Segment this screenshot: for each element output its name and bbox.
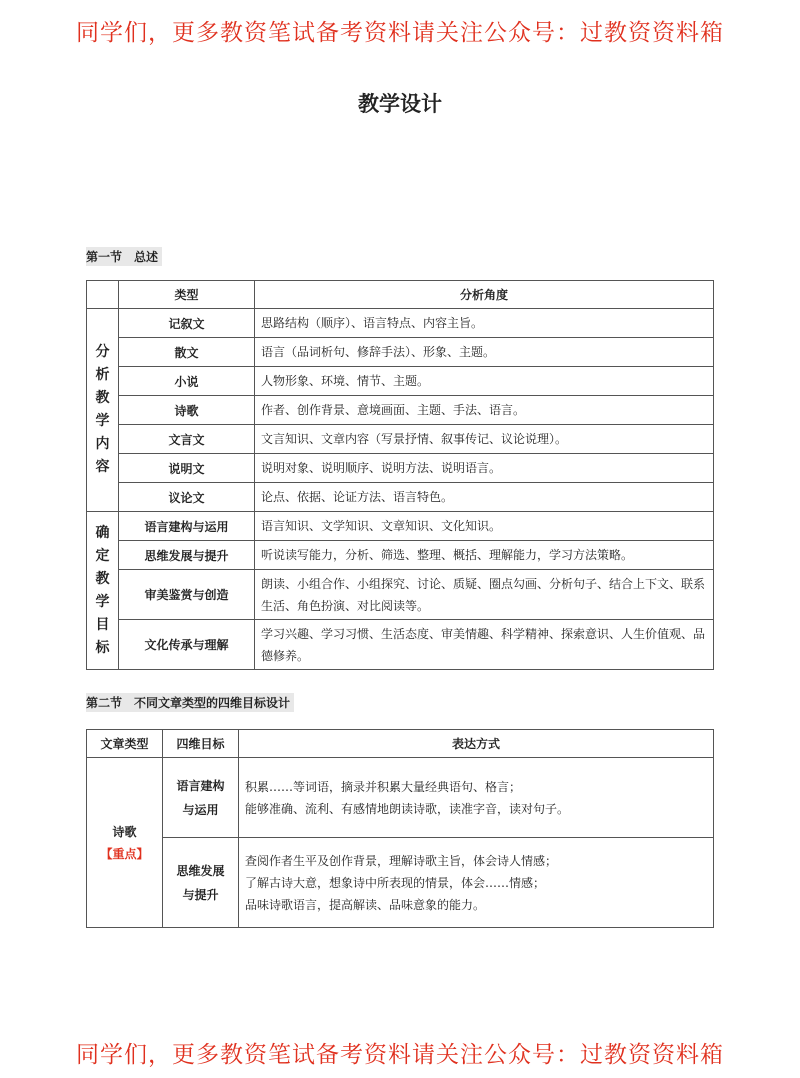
key-point-tag: 【重点】 [100, 846, 149, 861]
expr-cell: 查阅作者生平及创作背景，理解诗歌主旨，体会诗人情感； 了解古诗大意，想象诗中所表现的情景，体会……情感； 品味诗歌语言，提高解读、品味意象的能力。 [239, 838, 714, 928]
desc-cell: 文言知识、文章内容（写景抒情、叙事传记、议论说理）。 [255, 425, 714, 454]
genre-cell [87, 758, 163, 928]
desc-cell: 学习兴趣、学习习惯、生活态度、审美情趣、科学精神、探索意识、人生价值观、品德修养。 [255, 620, 714, 670]
type-cell: 诗歌 [119, 396, 255, 425]
type-cell: 说明文 [119, 454, 255, 483]
desc-cell: 思路结构（顺序）、语言特点、内容主旨。 [255, 309, 714, 338]
section2-heading: 第二节 不同文章类型的四维目标设计 [86, 693, 294, 712]
type-header: 类型 [119, 281, 255, 309]
dim-cell: 语言建构 与运用 [163, 758, 239, 838]
dim-cell: 思维发展 与提升 [163, 838, 239, 928]
angle-header: 分析角度 [255, 281, 714, 309]
desc-cell: 语言（品词析句、修辞手法）、形象、主题。 [255, 338, 714, 367]
desc-cell: 论点、依据、论证方法、语言特色。 [255, 483, 714, 512]
type-cell: 散文 [119, 338, 255, 367]
type-cell: 文化传承与理解 [119, 620, 255, 670]
expr-header: 表达方式 [239, 730, 714, 758]
section1-heading: 第一节 总述 [86, 247, 162, 266]
group-label-analysis: 分 析 教 学 内 容 [87, 309, 119, 512]
type-cell: 记叙文 [119, 309, 255, 338]
dim-header: 四维目标 [163, 730, 239, 758]
type-cell: 审美鉴赏与创造 [119, 570, 255, 620]
corner-cell [87, 281, 119, 309]
desc-cell: 语言知识、文学知识、文章知识、文化知识。 [255, 512, 714, 541]
desc-cell: 作者、创作背景、意境画面、主题、手法、语言。 [255, 396, 714, 425]
type-cell: 小说 [119, 367, 255, 396]
desc-cell: 听说读写能力，分析、筛选、整理、概括、理解能力，学习方法策略。 [255, 541, 714, 570]
genre-name: 诗歌 [112, 824, 137, 839]
overview-table [86, 280, 714, 670]
desc-cell: 说明对象、说明顺序、说明方法、说明语言。 [255, 454, 714, 483]
genre-header: 文章类型 [87, 730, 163, 758]
desc-cell: 人物形象、环境、情节、主题。 [255, 367, 714, 396]
goals-design-table [86, 729, 714, 928]
desc-cell: 朗读、小组合作、小组探究、讨论、质疑、圈点勾画、分析句子、结合上下文、联系生活、角色扮演、对比阅读等。 [255, 570, 714, 620]
type-cell: 议论文 [119, 483, 255, 512]
type-cell: 语言建构与运用 [119, 512, 255, 541]
promo-banner-top: 同学们，更多教资笔试备考资料请关注公众号：过教资资料箱 [76, 20, 724, 46]
type-cell: 思维发展与提升 [119, 541, 255, 570]
type-cell: 文言文 [119, 425, 255, 454]
page-title: 教学设计 [358, 92, 442, 116]
promo-banner-bottom: 同学们，更多教资笔试备考资料请关注公众号：过教资资料箱 [76, 1042, 724, 1068]
group-label-goals: 确 定 教 学 目 标 [87, 512, 119, 670]
expr-cell: 积累……等词语，摘录并积累大量经典语句、格言； 能够准确、流利、有感情地朗读诗歌，读准字音，读对句子。 [239, 758, 714, 838]
